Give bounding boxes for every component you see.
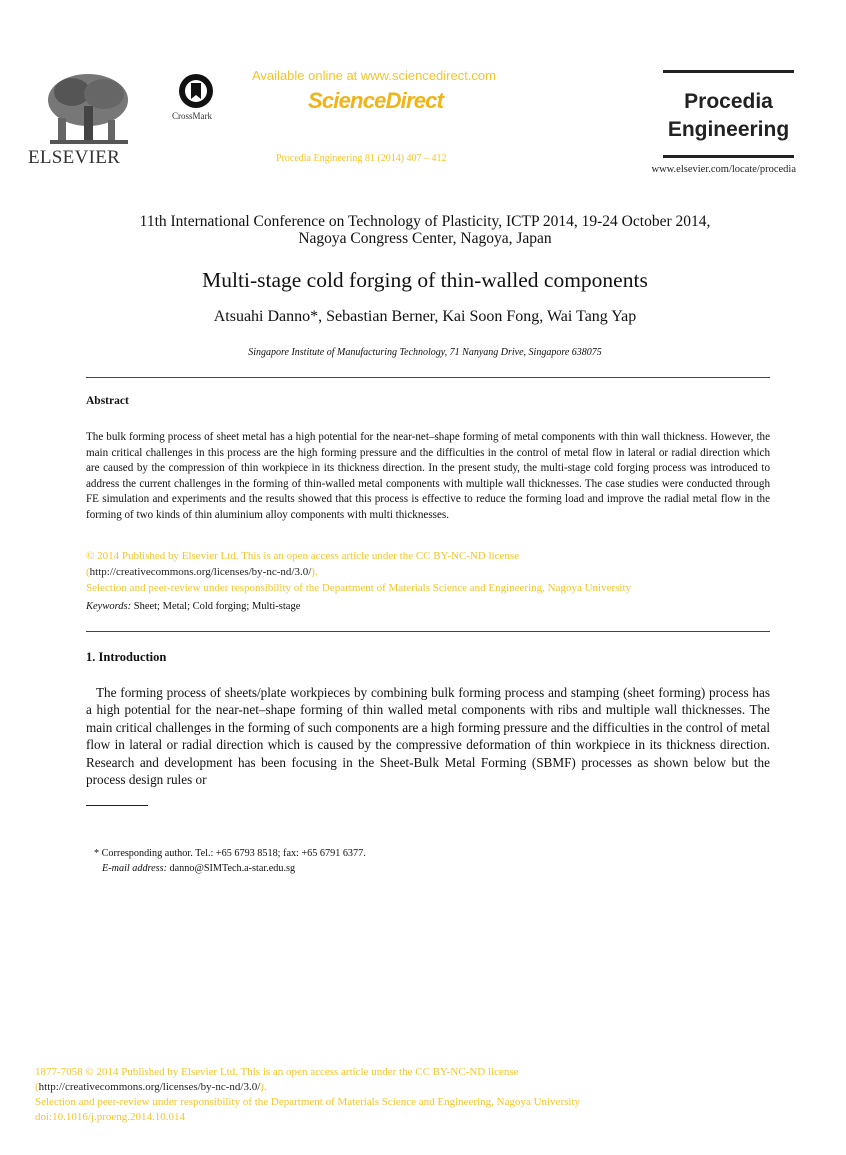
journal-name	[663, 88, 794, 144]
conference-line1: 11th International Conference on Technology of Plasticity, ICTP 2014, 19-24 October 2014,	[139, 213, 711, 230]
doi[interactable]: doi:10.1016/j.proeng.2014.10.014	[35, 1111, 186, 1123]
introduction-body	[86, 684, 770, 788]
journal-name-bottom-rule	[663, 155, 794, 158]
keywords-list: Sheet; Metal; Cold forging; Multi-stage	[131, 601, 301, 612]
crossmark-icon[interactable]	[176, 72, 216, 110]
paper-title: Multi-stage cold forging of thin-walled components	[202, 268, 648, 292]
available-online[interactable]: Available online at www.sciencedirect.com	[252, 68, 496, 83]
bottom-open-paren: (	[35, 1081, 39, 1093]
footnote	[94, 846, 366, 876]
paper-affiliation: Singapore Institute of Manufacturing Technology, 71 Nanyang Drive, Singapore 638075	[248, 347, 602, 358]
journal-name-line1: Procedia	[684, 90, 773, 113]
elsevier-tree-logo	[42, 70, 134, 148]
license-close-paren: ).	[311, 566, 318, 578]
journal-reference: Procedia Engineering 81 (2014) 407 – 412	[276, 153, 447, 164]
keywords-label: Keywords:	[86, 601, 132, 612]
peer-review-line: Selection and peer-review under responsibility of the Department of Materials Science and Engineering, Nagoya University	[86, 582, 632, 594]
conference-line2: Nagoya Congress Center, Nagoya, Japan	[298, 230, 552, 247]
email-label: E-mail address:	[102, 863, 167, 874]
keywords	[86, 601, 300, 612]
bottom-license-block	[35, 1065, 755, 1125]
issn-line: 1877-7058 © 2014 Published by Elsevier Ltd. This is an open access article under the CC BY-NC-ND license	[35, 1066, 519, 1078]
bottom-link-line	[35, 1080, 755, 1095]
introduction-heading: 1. Introduction	[86, 650, 167, 664]
abstract-heading: Abstract	[86, 395, 129, 407]
crossmark-label: CrossMark	[172, 111, 212, 121]
abstract-body: The bulk forming process of sheet metal has a high potential for the near-net–shape forming of metal components with thin wall thickness. However, the main critical challenges in this process are the high forming pressure and the difficulties in the control of metal flow in lateral or radial direction which are caused by the compression of thin workpiece in its thickness direction. In the present study, the multi-stage cold forging process was introduced to address the current challenges in the forming of thin-walled metal components with multiple wall thicknesses. The case studies were conducted through FE simulation and experiments and the results showed that this process is effective to reduce the forming load and improve the radial metal flow in the forming of two kinds of thin aluminium alloy components with multi thicknesses.	[86, 431, 770, 521]
paper-authors: Atsuahi Danno*, Sebastian Berner, Kai Soon Fong, Wai Tang Yap	[213, 308, 637, 325]
sciencedirect-logo[interactable]: ScienceDirect	[308, 88, 444, 113]
email-line	[94, 861, 366, 876]
abstract-bottom-rule	[86, 631, 770, 632]
elsevier-wordmark: ELSEVIER	[28, 147, 121, 168]
footnote-rule	[86, 805, 148, 806]
license-link[interactable]: http://creativecommons.org/licenses/by-nc-nd/3.0/	[89, 566, 312, 578]
corresponding-author: * Corresponding author. Tel.: +65 6793 8518; fax: +65 6791 6377.	[94, 848, 366, 859]
conference-info	[60, 213, 790, 247]
email-address[interactable]: danno@SIMTech.a-star.edu.sg	[167, 863, 296, 874]
introduction-text: The forming process of sheets/plate workpieces by combining bulk forming process and stamping (sheet forming) process has a high potential for the near-net–shape forming of thin walled metal components with ribs and multiple wall thicknesses. The main critical challenges in the forming of such components are a high forming pressure and the difficulties in the control of metal flow in lateral or radial direction which is caused by the compressive deformation of thin workpiece in its thickness direction. Research and development has been focusing in the Sheet-Bulk Metal Forming (SBMF) processes as shown below but the process design rules or	[86, 685, 770, 788]
license-link-line	[86, 564, 786, 580]
bottom-peer-review: Selection and peer-review under responsibility of the Department of Materials Science and Engineering, Nagoya University	[35, 1096, 581, 1108]
journal-name-top-rule	[663, 70, 794, 73]
open-access-notice	[86, 548, 786, 596]
journal-name-line2: Engineering	[667, 118, 790, 141]
journal-url[interactable]: www.elsevier.com/locate/procedia	[651, 164, 796, 175]
abstract-top-rule	[86, 377, 770, 378]
bottom-close-paren: ).	[260, 1081, 267, 1093]
license-open-paren: (	[86, 566, 90, 578]
bottom-license-link[interactable]: http://creativecommons.org/licenses/by-nc-nd/3.0/	[38, 1081, 261, 1093]
license-line: © 2014 Published by Elsevier Ltd. This is an open access article under the CC BY-NC-ND license	[86, 550, 520, 562]
